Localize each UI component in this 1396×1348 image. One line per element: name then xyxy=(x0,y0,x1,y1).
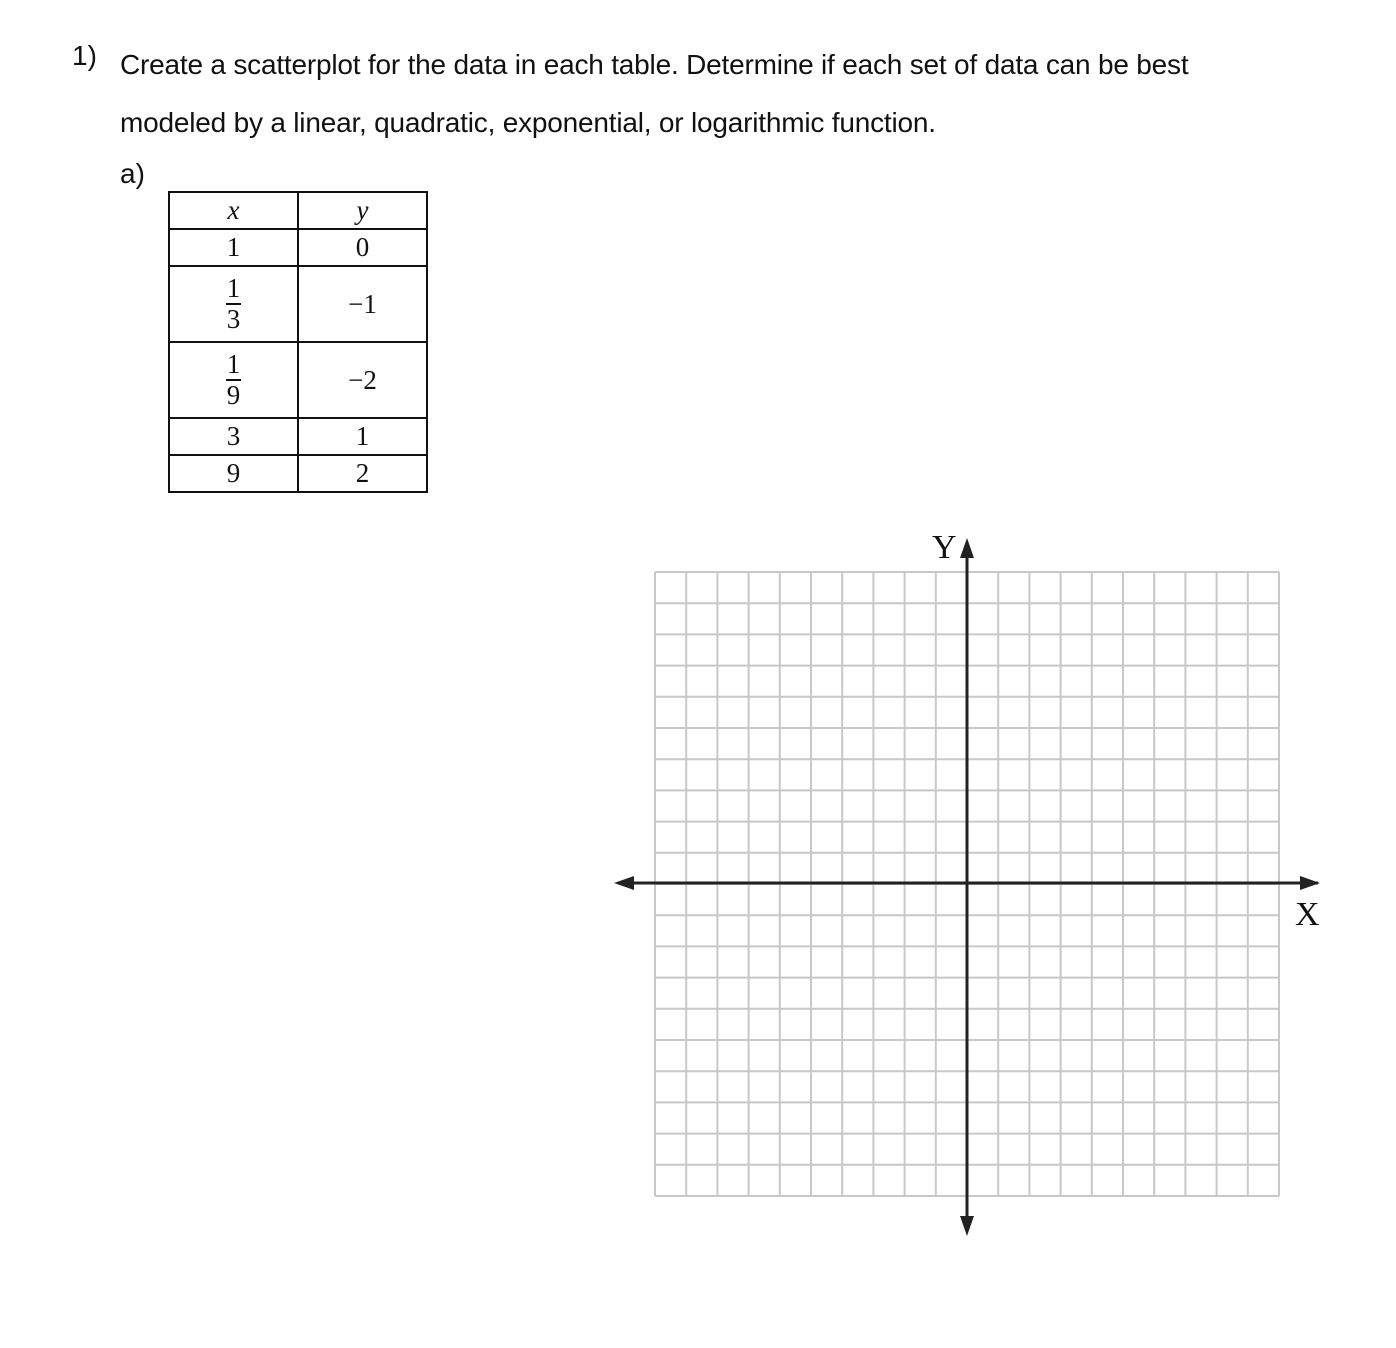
x-axis-right-arrow xyxy=(1300,876,1320,890)
x-cell: 9 xyxy=(169,455,298,492)
table-row xyxy=(169,455,427,492)
fraction-denominator: 9 xyxy=(226,380,241,410)
column-header-y: y xyxy=(298,192,427,229)
table-row xyxy=(169,266,427,342)
y-cell: 2 xyxy=(298,455,427,492)
y-axis-up-arrow xyxy=(960,538,974,558)
x-cell xyxy=(169,342,298,418)
x-cell: 3 xyxy=(169,418,298,455)
x-axis-left-arrow xyxy=(614,876,634,890)
fraction xyxy=(226,274,242,334)
question-text-line-1: Create a scatterplot for the data in each table. Determine if each set of data can be best xyxy=(120,49,1189,80)
table-header-row xyxy=(169,192,427,229)
fraction-denominator: 3 xyxy=(226,304,241,334)
fraction-numerator: 1 xyxy=(226,349,241,379)
table-row xyxy=(169,418,427,455)
question-text-line-2: modeled by a linear, quadratic, exponential, or logarithmic function. xyxy=(120,107,936,138)
question-text xyxy=(120,36,1320,152)
y-axis-down-arrow xyxy=(960,1216,974,1236)
y-axis-label: Y xyxy=(932,529,957,566)
fraction-numerator: 1 xyxy=(226,273,241,303)
y-cell: 1 xyxy=(298,418,427,455)
y-cell: −1 xyxy=(298,266,427,342)
column-header-x: x xyxy=(169,192,298,229)
fraction xyxy=(226,350,242,410)
question-number: 1) xyxy=(72,40,97,71)
y-cell: −2 xyxy=(298,342,427,418)
x-cell: 1 xyxy=(169,229,298,266)
coordinate-grid[interactable] xyxy=(600,520,1340,1250)
table-row xyxy=(169,229,427,266)
data-table xyxy=(168,191,428,493)
table-row xyxy=(169,342,427,418)
x-cell xyxy=(169,266,298,342)
y-cell: 0 xyxy=(298,229,427,266)
part-label: a) xyxy=(120,158,145,189)
x-axis-label: X xyxy=(1295,896,1320,933)
